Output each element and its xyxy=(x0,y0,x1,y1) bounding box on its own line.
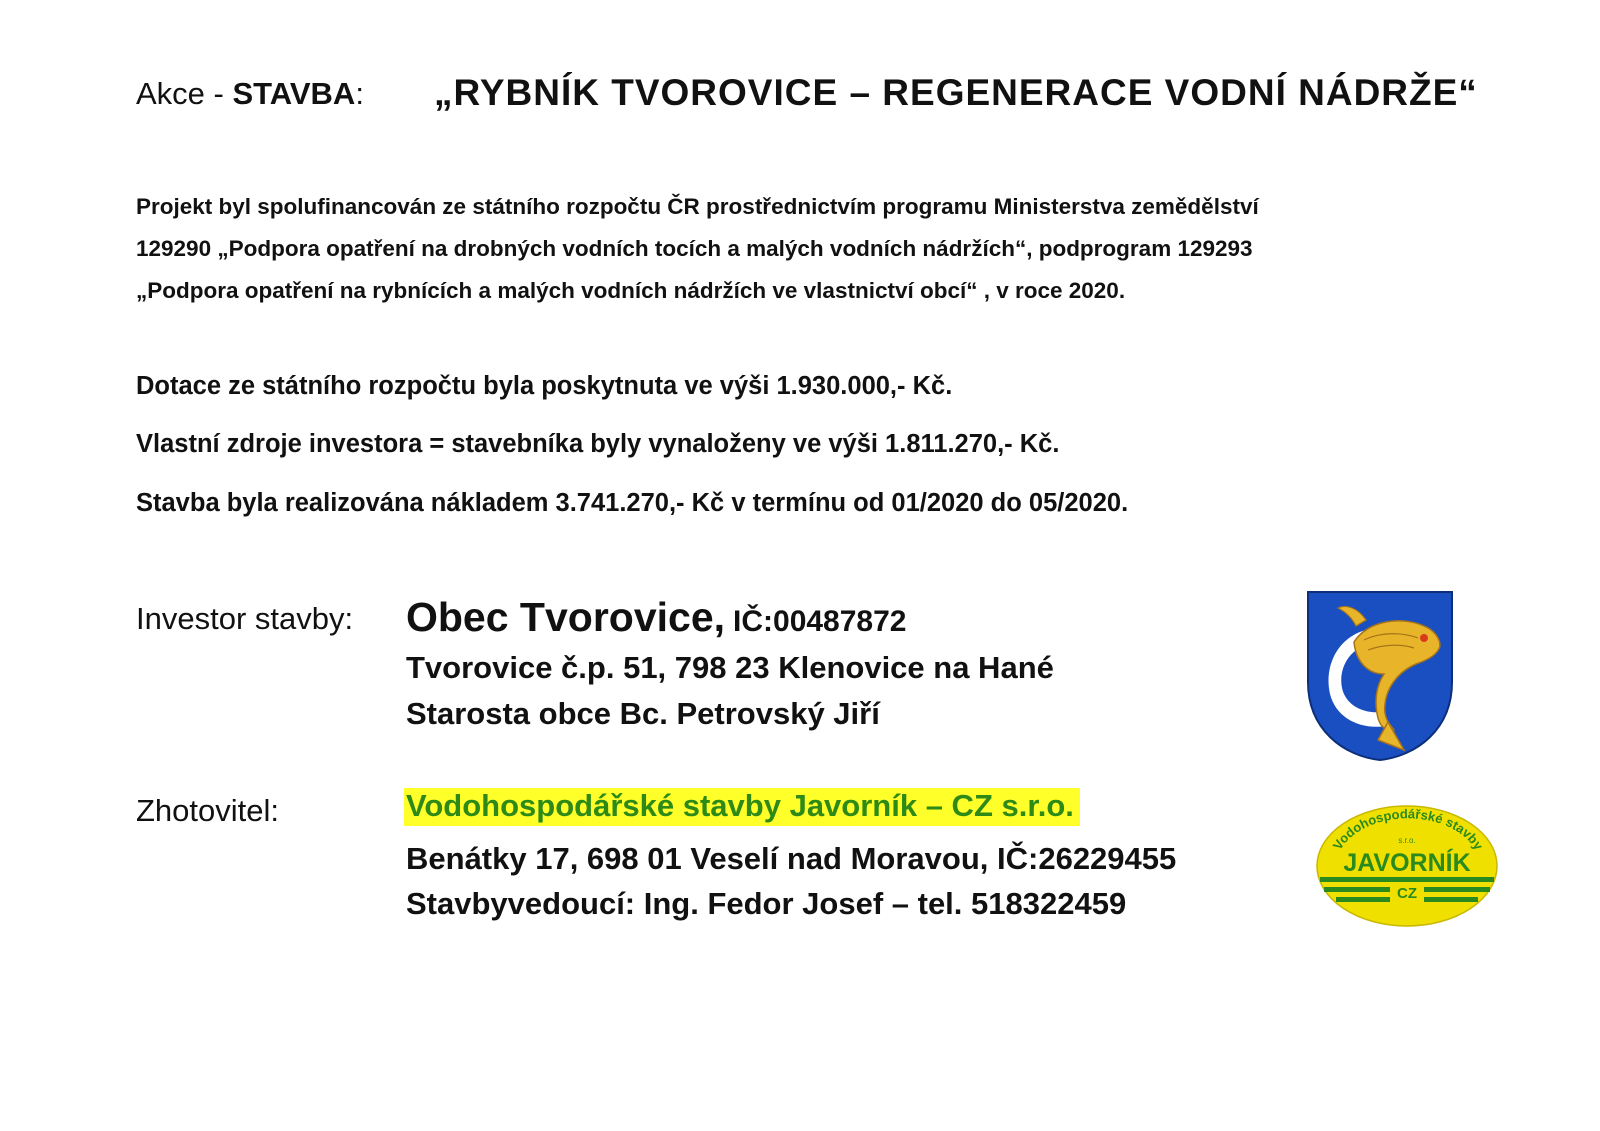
heading xyxy=(136,72,1478,113)
investor-mayor: Starosta obce Bc. Petrovský Jiří xyxy=(406,696,880,731)
description-line: „Podpora opatření na rybnících a malých vodních nádržích ve vlastnictví obcí“ , v roce 2020. xyxy=(136,278,1126,303)
logo-sro: s.r.o. xyxy=(1398,836,1416,845)
logo-country: CZ xyxy=(1397,885,1417,902)
logo-brand: JAVORNÍK xyxy=(1343,849,1471,877)
investor-name-row xyxy=(406,594,906,641)
own-funds-amount: Vlastní zdroje investora = stavebníka byly vynaloženy ve výši 1.811.270,- Kč. xyxy=(136,430,1060,458)
investor-name: Obec Tvorovice, xyxy=(406,594,726,640)
contractor-name: Vodohospodářské stavby Javorník – CZ s.r.o. xyxy=(404,788,1080,826)
total-cost: Stavba byla realizována nákladem 3.741.270,- Kč v termínu od 01/2020 do 05/2020. xyxy=(136,489,1129,517)
subsidy-amount: Dotace ze státního rozpočtu byla poskytnuta ve výši 1.930.000,- Kč. xyxy=(136,372,953,400)
contractor-label: Zhotovitel: xyxy=(136,793,280,828)
heading-kind: STAVBA xyxy=(232,76,356,111)
heading-label: Akce - STAVBA: xyxy=(136,76,364,111)
investor-ic: IČ:00487872 xyxy=(733,605,907,638)
project-description xyxy=(136,186,1516,312)
javornik-logo-icon xyxy=(1314,803,1500,929)
contractor-address: Benátky 17, 698 01 Veselí nad Moravou, IČ:26229455 xyxy=(406,841,1177,876)
contractor-manager: Stavbyvedoucí: Ing. Fedor Josef – tel. 518322459 xyxy=(406,886,1127,921)
page-title: „RYBNÍK TVOROVICE – REGENERACE VODNÍ NÁDRŽE“ xyxy=(434,72,1478,113)
coat-of-arms-icon xyxy=(1306,590,1454,762)
description-line: 129290 „Podpora opatření na drobných vodních tocích a malých vodních nádržích“, podprogram 129293 xyxy=(136,236,1253,261)
description-line: Projekt byl spolufinancován ze státního rozpočtu ČR prostřednictvím programu Ministerstva zemědělství xyxy=(136,194,1259,219)
logo-arc-text: Vodohospodářské stavby xyxy=(1329,806,1487,853)
investor-address: Tvorovice č.p. 51, 798 23 Klenovice na Hané xyxy=(406,650,1054,685)
investor-label: Investor stavby: xyxy=(136,601,354,636)
